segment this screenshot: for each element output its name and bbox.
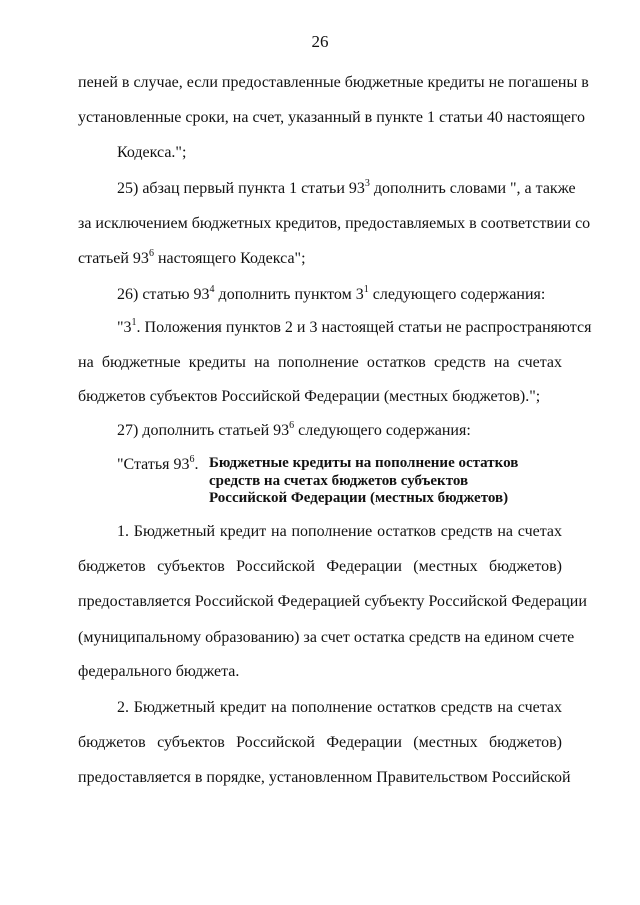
text-span: . Положения пунктов 2 и 3 настоящей статьи не распространяются: [136, 319, 592, 336]
page-number: 26: [311, 32, 329, 51]
superscript: 6: [289, 419, 295, 431]
text-span: настоящего Кодекса";: [153, 250, 306, 267]
superscript: 3: [364, 177, 370, 189]
text-span: 25) абзац первый пункта 1 статьи 93: [117, 180, 365, 197]
article-title-line: Бюджетные кредиты на пополнение остатков: [209, 455, 519, 471]
text-span: следующего содержания:: [368, 286, 546, 303]
text-span: 27) дополнить статьей 93: [117, 422, 290, 439]
superscript: 1: [131, 316, 137, 328]
quoted-paragraph: [117, 316, 592, 338]
text-line: (муниципальному образованию) за счет остатка средств на едином счете: [78, 629, 575, 646]
text-line: установленные сроки, на счет, указанный в пункте 1 статьи 40 настоящего: [78, 109, 586, 126]
superscript: 4: [209, 283, 215, 295]
text-span: "Статья 93: [117, 456, 190, 473]
text-span: .: [194, 456, 199, 473]
text-span: следующего содержания:: [294, 422, 471, 439]
article-title-line: Российской Федерации (местных бюджетов): [209, 490, 509, 506]
article-label: [117, 455, 199, 475]
text-line: бюджетов субъектов Российской Федерации (местных бюджетов): [78, 558, 562, 575]
text-line: на бюджетные кредиты на пополнение остатков средств на счетах: [78, 354, 562, 371]
article-title: [209, 455, 518, 508]
superscript: 6: [189, 453, 195, 465]
paragraph-25: [117, 177, 576, 199]
text-span: дополнить пунктом 3: [214, 286, 364, 303]
text-span: статьей 93: [78, 250, 149, 267]
article-title-line: средств на счетах бюджетов субъектов: [209, 472, 469, 489]
text-line: бюджетов субъектов Российской Федерации (местных бюджетов).";: [78, 388, 541, 405]
text-line: предоставляется в порядке, установленном Правительством Российской: [78, 769, 571, 786]
paragraph-26: [117, 285, 562, 305]
text-span: "3: [117, 319, 132, 336]
text-line: за исключением бюджетных кредитов, предоставляемых в соответствии со: [78, 215, 591, 232]
text-line: предоставляется Российской Федерацией субъекту Российской Федерации: [78, 593, 587, 610]
text-line: пеней в случае, если предоставленные бюджетные кредиты не погашены в: [78, 74, 589, 91]
text-line: 2. Бюджетный кредит на пополнение остатков средств на счетах: [117, 699, 562, 716]
text-line: [78, 249, 562, 269]
text-line: 1. Бюджетный кредит на пополнение остатков средств на счетах: [117, 523, 562, 540]
text-line: Кодекса.";: [117, 144, 187, 161]
text-line: бюджетов субъектов Российской Федерации (местных бюджетов): [78, 734, 562, 751]
superscript: 6: [148, 247, 154, 259]
text-line: федерального бюджета.: [78, 663, 240, 680]
text-span: 26) статью 93: [117, 286, 210, 303]
text-span: дополнить словами ", а также: [369, 180, 576, 197]
superscript: 1: [363, 283, 369, 295]
paragraph-27: [117, 421, 562, 441]
